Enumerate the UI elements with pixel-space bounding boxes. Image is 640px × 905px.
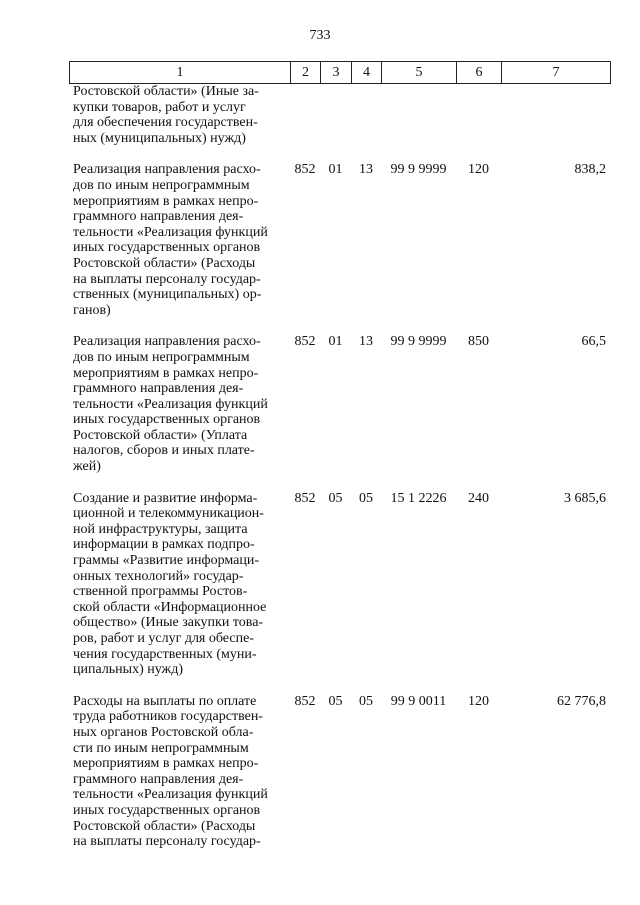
cell-col-4: 05 — [359, 693, 373, 709]
row-description: Реализация направления расхо- дов по иным непрограммным мероприятиям в рамках непро- граммного направления дея- тельности «Реализация функций иных государственных органов Ростовской области» (Уплата налогов, сборов и иных плате- жей) — [73, 334, 268, 475]
cell-col-5: 99 9 0011 — [390, 693, 447, 709]
header-col-4: 4 — [351, 62, 381, 83]
cell-col-3 — [320, 84, 351, 146]
cell-col-5: 99 9 9999 — [390, 162, 447, 178]
cell-col-7: 3 685,6 — [564, 490, 606, 506]
page-number: 733 — [309, 28, 331, 43]
cell-col-2: 852 — [294, 693, 316, 709]
header-col-2: 2 — [290, 62, 320, 83]
cell-col-6: 240 — [468, 490, 489, 506]
cell-col-3: 05 — [328, 490, 343, 506]
cell-col-2: 852 — [294, 334, 316, 350]
cell-col-2: 852 — [294, 162, 316, 178]
cell-col-2: 852 — [294, 490, 316, 506]
header-col-5: 5 — [381, 62, 456, 83]
table-row — [69, 694, 611, 850]
cell-col-4: 13 — [359, 334, 373, 350]
cell-col-7: 62 776,8 — [557, 693, 606, 709]
cell-col-4: 05 — [359, 490, 373, 506]
cell-col-6: 850 — [468, 334, 489, 350]
cell-col-7: 66,5 — [581, 334, 606, 350]
cell-col-7: 838,2 — [574, 162, 606, 178]
cell-col-3: 01 — [328, 334, 343, 350]
row-description: Ростовской области» (Иные за- купки товаров, работ и услуг для обеспечения государствен- ных (муниципальных) нужд) — [73, 84, 259, 146]
table-header — [69, 61, 611, 84]
row-description: Реализация направления расхо- дов по иным непрограммным мероприятиям в рамках непро- граммного направления дея- тельности «Реализация функций иных государственных органов Ростовской области» (Расходы на выплаты персоналу государ- ственных (муниципальных) ор- ганов) — [73, 162, 268, 318]
cell-col-3: 05 — [328, 693, 343, 709]
header-col-7: 7 — [501, 62, 611, 83]
cell-col-5: 99 9 9999 — [390, 334, 447, 350]
cell-col-7 — [501, 84, 611, 146]
cell-col-5: 15 1 2226 — [390, 490, 447, 506]
table-row — [69, 84, 611, 146]
cell-col-6 — [456, 84, 501, 146]
header-col-3: 3 — [320, 62, 351, 83]
header-col-6: 6 — [456, 62, 501, 83]
table-row — [69, 162, 611, 318]
cell-col-6: 120 — [468, 162, 489, 178]
table-row — [69, 334, 611, 474]
table-body — [69, 84, 611, 850]
cell-col-4: 13 — [359, 162, 373, 178]
cell-col-2 — [290, 84, 320, 146]
cell-col-3: 01 — [328, 162, 343, 178]
header-col-1: 1 — [69, 62, 290, 83]
row-description: Расходы на выплаты по оплате труда работников государствен- ных органов Ростовской обла- сти по иным непрограммным мероприятиям в рамках непро- граммного направления дея- тельности «Реализация функций иных государственных органов Ростовской области» (Расходы на выплаты персоналу государ- — [73, 693, 268, 850]
row-description: Создание и развитие информа- ционной и телекоммуникацион- ной инфраструктуры, защита информации в рамках подпро- граммы «Развитие информаци- онных технологий» государ- ственной программы Ростов- ской области «Информационное общество» (Иные закупки това- ров, работ и услуг для обеспе- чения государственных (муни- ципальных) нужд) — [73, 490, 267, 678]
cell-col-6: 120 — [468, 693, 489, 709]
cell-col-4 — [351, 84, 381, 146]
cell-col-5 — [381, 84, 456, 146]
table-row — [69, 491, 611, 678]
